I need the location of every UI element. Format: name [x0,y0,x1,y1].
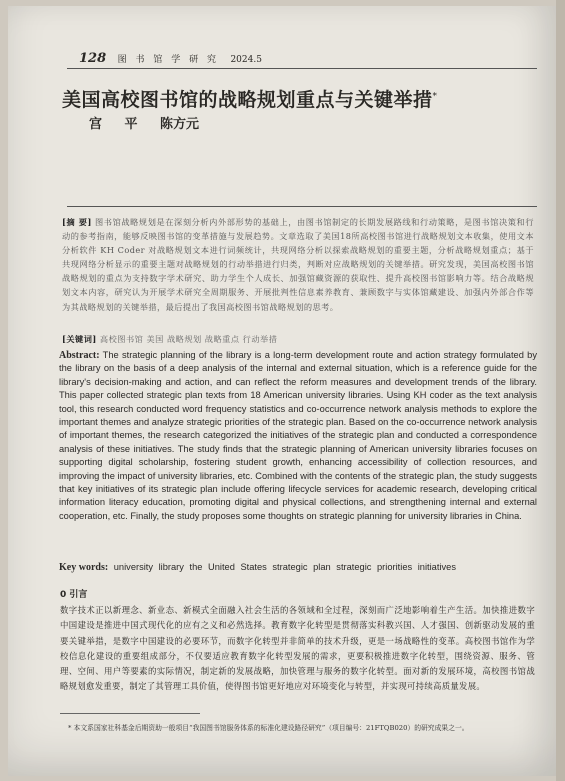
footnote-rule [60,713,200,714]
chinese-keywords [62,334,277,345]
journal-name: 图 书 馆 学 研 究 [117,55,219,65]
english-abstract [59,349,537,523]
abstract-text: 图书馆战略规划是在深刻分析内外部形势的基础上，由图书馆制定的长期发展路线和行动策略，是图书馆决策和行动的参考指南，能够反映图书馆的变革措施与发展趋势。文章选取了美国18所高校图书馆进行战略规划文本收集，使用文本分析软件 KH Coder 对战略规划文本进行词频统计，共现网络分析以探索战略规划的重要主题，分析战略规划重点；基于共现网络分析显示的重要主题对战略规划的行动举措进行归类，判断对应战略规划的关键举措。研究发现，美国高校图书馆战略规划的重点为支持数字学术研究、助力学生个人成长、加强馆藏资源的获取性、提升高校图书馆影响力等。结合战略规划文本内容，研究认为开展学术研究全周期服务、开展批判性信息素养教育、兼顾数字与实体馆藏建设、加强内外部合作等为其战略规划的关键举措，最后提出了我国高校图书馆战略规划的思考。 [62,217,534,312]
footnote: * 本文系国家社科基金后期资助一般项目“我国图书馆服务体系的标准化建设路径研究”（项目编号：21FTQB020）的研究成果之一。 [68,724,469,732]
abstract-top-rule [67,206,537,207]
english-keywords [59,562,456,573]
keywords-text: 高校图书馆 美国 战略规划 战略重点 行动举措 [99,334,278,344]
article-title-text: 美国高校图书馆的战略规划重点与关键举措 [62,89,433,111]
running-header [79,51,262,66]
intro-paragraph: 数字技术正以新理念、新业态、新模式全面融入社会生活的各领域和全过程，深刻而广泛地影响着生产生活。加快推进数字中国建设是推进中国式现代化的应有之义和必然选择。教育数字化转型是贯彻落实科教兴国、人才强国、创新驱动发展的重要关键举措，是数字中国建设的必要环节，而数字化转型并非简单的技术升级，更是一场战略性的变革。高校图书馆作为学校信息化建设的重要组成部分，不仅要适应教育数字化转型发展的需求，更要积极推进数字化转型，围绕资源、服务、管理、空间、用户等要素的实际情况，制定新的发展战略，加快管理与服务的数字化转型。面对新的发展环境，高校图书馆战略规划愈发重要，制定了其管理工具价值，使得图书馆更好地应对环境变化与转型，并实现可持续高质量发展。 [60,605,535,692]
header-rule [67,68,537,69]
english-abstract-text: The strategic planning of the library is a long-term development route and action strategy formulated by the library on the basis of a deep analysis of the internal and external situation, which is a reference guide for the library's decision-making and action, and can reflect the reform measures and development trends of the library. This paper collected strategic plan texts from 18 American university libraries. Using KH coder as the text analysis tool, this research conducted word frequency statistics and co-occurrence network analysis methods to explore the important themes and analyze strategic priorities of the strategic plan. Based on the co-occurrence network analysis of important themes, the research categorized the initiatives of the strategic plan and conducted a correspondence analysis of these initiatives. The study finds that the strategic planning of American university libraries focuses on supporting digital scholarship, fostering student growth, enhancing accessibility of collection resources, and improving the impact of university libraries, etc. Combined with the contents of the strategic plan, the study suggests that key initiatives of its strategic plan include offering lifecycle services for academic research, developing critical information literacy education, promoting digital and physical collections, and strengthening internal and external cooperation, etc. Finally, the study proposes some thoughts on strategic planning for university libraries in China. [59,350,537,521]
english-keywords-label: Key words: [59,562,109,573]
keywords-label: [关键词] [62,334,97,344]
chinese-abstract [62,215,534,314]
abstract-label: [摘 要] [62,217,92,227]
issue-number: 2024.5 [230,55,262,65]
next-page-edge [556,0,565,781]
english-abstract-label: Abstract: [59,350,100,361]
title-footnote-mark: * [432,91,438,102]
english-keywords-text: university library the United States strategic plan strategic priorities initiatives [113,562,456,572]
section-heading: 0 引言 [60,590,88,600]
page-number: 128 [79,51,107,66]
article-authors: 宫 平 陈方元 [89,117,200,132]
article-title [62,85,438,112]
